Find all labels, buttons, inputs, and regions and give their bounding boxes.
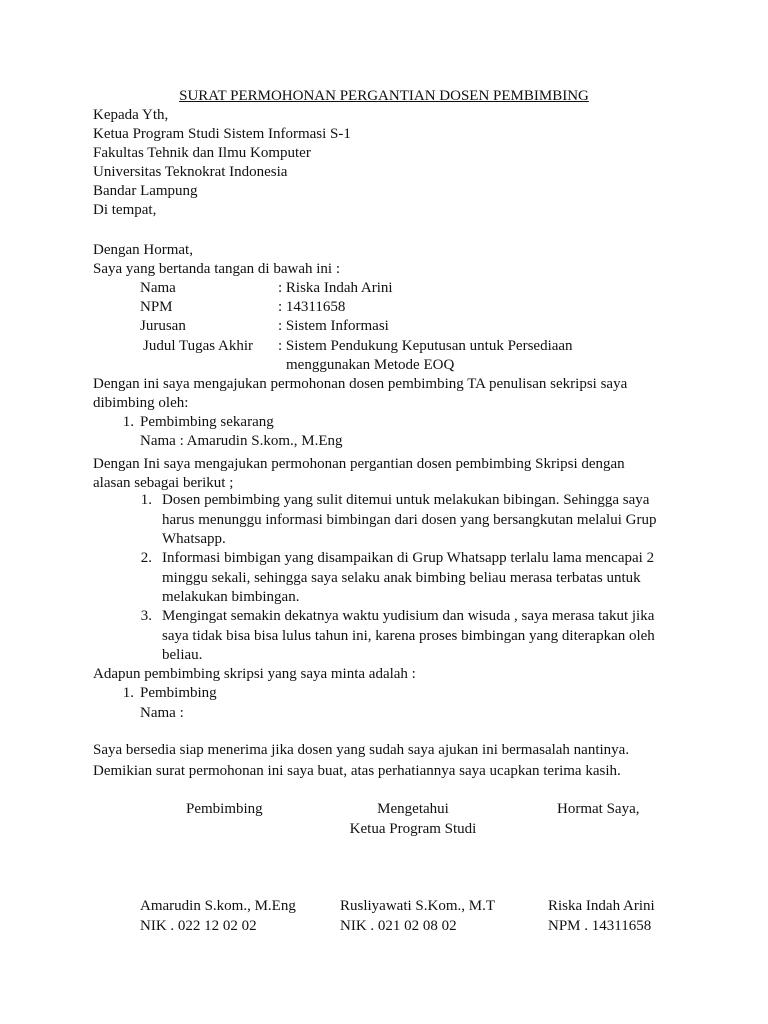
current-supervisor-number: 1.: [122, 414, 134, 430]
paragraph-2-line-1: Dengan Ini saya mengajukan permohonan pergantian dosen pembimbing Skripsi dengan: [93, 456, 625, 472]
signature-id-supervisor: NIK . 022 12 02 02: [140, 918, 257, 934]
signature-role-supervisor: Pembimbing: [186, 801, 263, 817]
npm-value: : 14311658: [278, 299, 346, 315]
reason-line: beliau.: [162, 647, 203, 663]
reason-line: melakukan bimbingan.: [162, 589, 300, 605]
reason-line: minggu sekali, sehingga saya selaku anak bimbing beliau merasa terbatas untuk: [162, 570, 641, 586]
recipient-line-5: Bandar Lampung: [93, 183, 198, 199]
request-number: 1.: [122, 685, 134, 701]
letter-title: SURAT PERMOHONAN PERGANTIAN DOSEN PEMBIMBING: [179, 88, 589, 104]
intro-text: Saya yang bertanda tangan di bawah ini :: [93, 261, 341, 277]
judul-label: Judul Tugas Akhir: [143, 338, 254, 354]
judul-value-line-1: : Sistem Pendukung Keputusan untuk Persediaan: [278, 338, 573, 354]
signature-role-program-head: Ketua Program Studi: [349, 821, 477, 837]
paragraph-2-line-2: alasan sebagai berikut ;: [93, 475, 234, 491]
reason-line: Informasi bimbigan yang disampaikan di Grup Whatsapp terlalu lama mencapai 2: [162, 550, 655, 566]
signature-id-program-head: NIK . 021 02 08 02: [340, 918, 457, 934]
reason-line: saya tidak bisa bisa lulus tahun ini, karena proses bimbingan yang diterapkan oleh: [162, 628, 655, 644]
nama-label: Nama: [140, 280, 176, 296]
signature-role-sender: Hormat Saya,: [557, 801, 640, 817]
paragraph-1-line-2: dibimbing oleh:: [93, 395, 189, 411]
reason-number: 2.: [140, 550, 152, 566]
recipient-line-2: Ketua Program Studi Sistem Informasi S-1: [93, 126, 351, 142]
request-intro: Adapun pembimbing skripsi yang saya minta adalah :: [93, 666, 416, 682]
reason-line: harus menunggu informasi bimbingan dari dosen yang bersangkutan melalui Grup: [162, 512, 657, 528]
judul-value-line-2: menggunakan Metode EOQ: [286, 357, 455, 373]
current-supervisor-name: Nama : Amarudin S.kom., M.Eng: [140, 433, 343, 449]
signature-name-supervisor: Amarudin S.kom., M.Eng: [140, 898, 296, 914]
jurusan-value: : Sistem Informasi: [278, 318, 389, 334]
reason-number: 3.: [140, 608, 152, 624]
reason-line: Whatsapp.: [162, 531, 226, 547]
closing-line-1: Saya bersedia siap menerima jika dosen yang sudah saya ajukan ini bermasalah nantinya.: [93, 742, 630, 758]
signature-name-sender: Riska Indah Arini: [548, 898, 655, 914]
recipient-line-3: Fakultas Tehnik dan Ilmu Komputer: [93, 145, 311, 161]
signature-name-program-head: Rusliyawati S.Kom., M.T: [340, 898, 496, 914]
greeting: Dengan Hormat,: [93, 242, 193, 258]
jurusan-label: Jurusan: [140, 318, 186, 334]
paragraph-1-line-1: Dengan ini saya mengajukan permohonan dosen pembimbing TA penulisan sekripsi saya: [93, 376, 628, 392]
nama-value: : Riska Indah Arini: [278, 280, 393, 296]
recipient-line-4: Universitas Teknokrat Indonesia: [93, 164, 288, 180]
npm-label: NPM: [140, 299, 173, 315]
reason-line: Mengingat semakin dekatnya waktu yudisium dan wisuda , saya merasa takut jika: [162, 608, 655, 624]
recipient-line-1: Kepada Yth,: [93, 107, 169, 123]
reason-number: 1.: [140, 492, 152, 508]
current-supervisor-label: Pembimbing sekarang: [140, 414, 274, 430]
signature-id-sender: NPM . 14311658: [548, 918, 652, 934]
closing-line-2: Demikian surat permohonan ini saya buat, atas perhatiannya saya ucapkan terima kasih.: [93, 763, 621, 779]
signature-role-acknowledged: Mengetahui: [377, 801, 449, 817]
recipient-line-6: Di tempat,: [93, 202, 157, 218]
reason-line: Dosen pembimbing yang sulit ditemui untuk melakukan bibingan. Sehingga saya: [162, 492, 650, 508]
request-name: Nama :: [140, 705, 184, 721]
request-label: Pembimbing: [140, 685, 217, 701]
